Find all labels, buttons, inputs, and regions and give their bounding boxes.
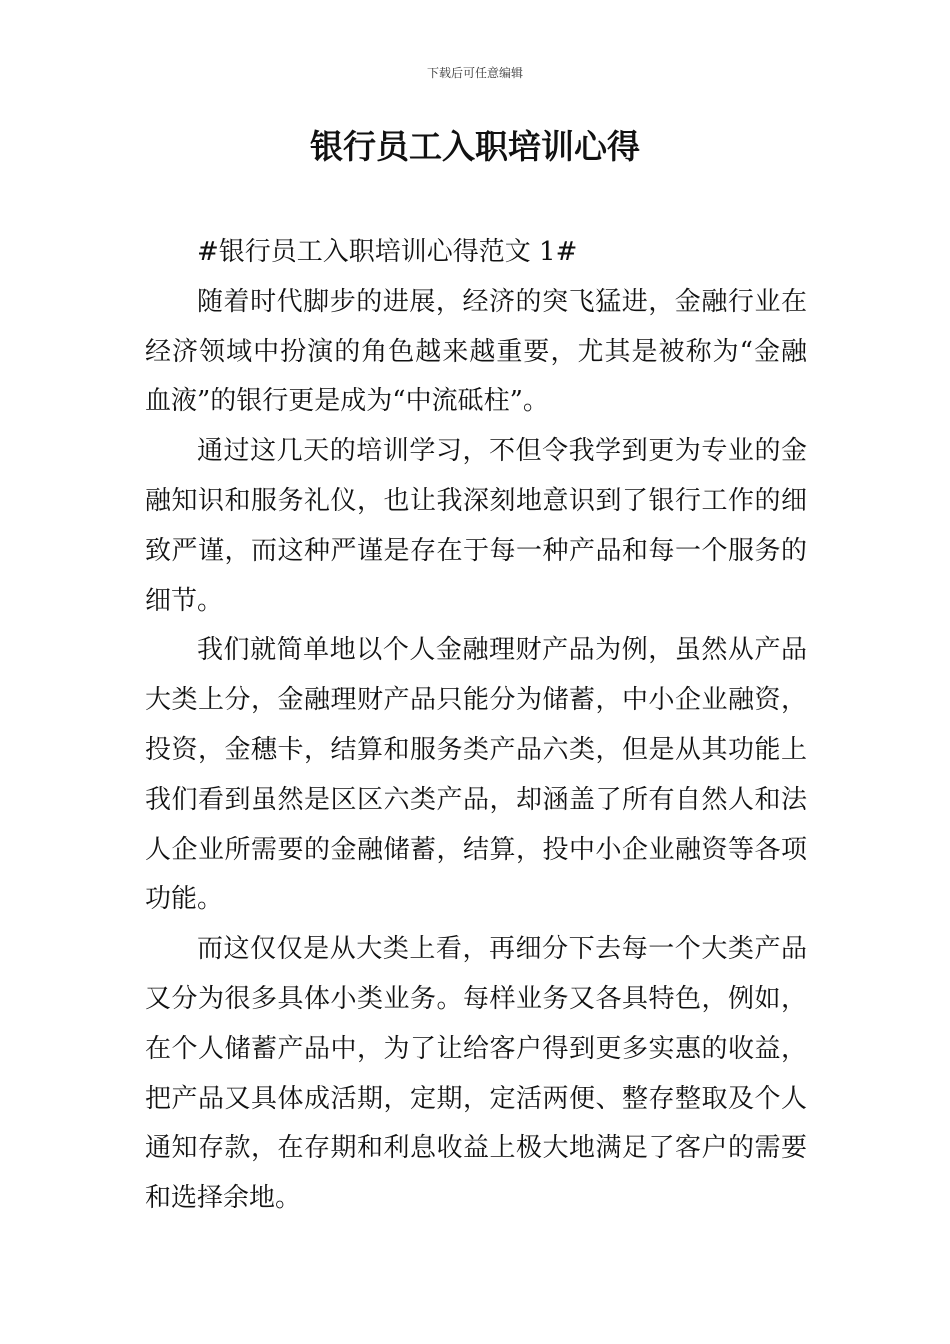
paragraph-4: 而这仅仅是从大类上看，再细分下去每一个大类产品又分为很多具体小类业务。每样业务又各具特色，例如，在个人储蓄产品中，为了让给客户得到更多实惠的收益，把产品又具体成活期，定期，定活两便、整存整取及个人通知存款，在存期和利息收益上极大地满足了客户的需要和选择余地。 [145, 934, 807, 1214]
paragraph-2: 通过这几天的培训学习，不但令我学到更为专业的金融知识和服务礼仪，也让我深刻地意识到了银行工作的细致严谨，而这种严谨是存在于每一种产品和每一个服务的细节。 [145, 436, 807, 616]
section-heading: #银行员工入职培训心得范文 1# [197, 237, 578, 267]
paragraph-3: 我们就简单地以个人金融理财产品为例，虽然从产品大类上分，金融理财产品只能分为储蓄，中小企业融资，投资，金穗卡，结算和服务类产品六类，但是从其功能上我们看到虽然是区区六类产品，却涵盖了所有自然人和法人企业所需要的金融储蓄，结算，投中小企业融资等各项功能。 [145, 635, 807, 915]
header-note: 下载后可任意编辑 [426, 66, 523, 80]
document-title: 银行员工入职培训心得 [310, 127, 640, 166]
paragraph-1: 随着时代脚步的进展，经济的突飞猛进，金融行业在经济领域中扮演的角色越来越重要，尤其是被称为“金融血液”的银行更是成为“中流砥柱”。 [145, 286, 807, 417]
document-body [145, 228, 807, 1224]
